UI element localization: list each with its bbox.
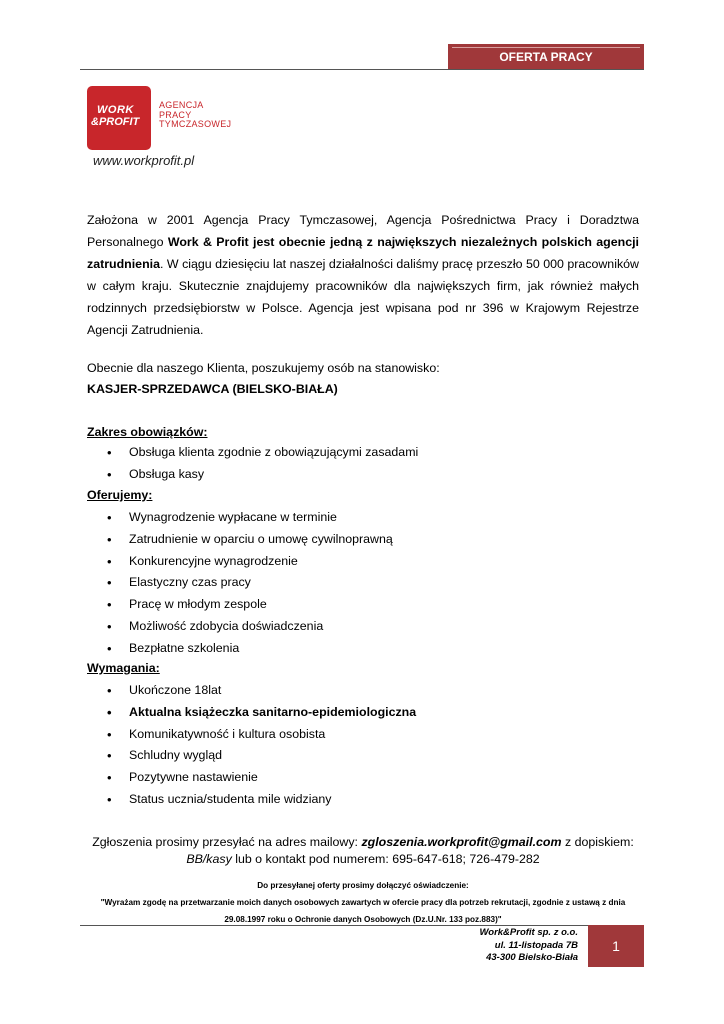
footer-city: 43-300 Bielsko-Biała xyxy=(486,952,578,964)
logo-caption-line: AGENCJA xyxy=(159,100,204,110)
list-item: • Elastyczny czas pracy xyxy=(87,572,647,594)
list-item: • Wynagrodzenie wypłacane w terminie xyxy=(87,507,647,529)
consent-note xyxy=(87,877,639,928)
contact-info xyxy=(87,834,639,868)
list-item: • Pozytywne nastawienie xyxy=(87,767,647,789)
list-item: • Komunikatywność i kultura osobista xyxy=(87,724,647,746)
footer-street: ul. 11-listopada 7B xyxy=(494,939,578,951)
logo-caption-line: PRACY xyxy=(159,109,192,120)
footer-divider xyxy=(80,925,590,926)
consent-line-2: "Wyrażam zgodę na przetwarzanie moich danych osobowych zawartych w ofercie pracy dla potrzeb rekrutacji, zgodnie z ustawą z dnia xyxy=(100,898,626,907)
list-item: • Obsługa klienta zgodnie z obowiązującymi zasadami xyxy=(87,442,647,464)
website-link[interactable]: www.workprofit.pl xyxy=(93,153,195,168)
list-item: • Konkurencyjne wynagrodzenie xyxy=(87,551,647,573)
logo-caption xyxy=(159,101,231,130)
contact-tag: BB/kasy xyxy=(186,852,232,866)
list-item: • Ukończone 18lat xyxy=(87,680,647,702)
contact-email[interactable]: zgloszenia.workprofit@gmail.com xyxy=(361,835,562,849)
page-number: 1 xyxy=(588,925,644,967)
position-intro: Obecnie dla naszego Klienta, poszukujemy osób na stanowisko: xyxy=(87,361,440,375)
logo-line-1: WORK xyxy=(97,104,134,116)
offer-list xyxy=(87,507,647,660)
duties-heading: Zakres obowiązków: xyxy=(87,425,208,439)
contact-prefix: Zgłoszenia prosimy przesyłać na adres mailowy: xyxy=(92,835,362,849)
intro-paragraph xyxy=(87,209,639,341)
intro-text-2: . W ciągu dziesięciu lat naszej działalności daliśmy pracę przeszło 50 000 pracowników w całym kraju. Skutecznie znajdujemy pracowników dla największych firm, jak również małych rodzinnych przedsiębiorstw w Polsce. Agencja jest wpisana pod nr 396 w Krajowym Rejestrze Agencji Zatrudnienia. xyxy=(87,257,639,337)
offer-heading: Oferujemy: xyxy=(87,488,153,502)
contact-phones: lub o kontakt pod numerem: 695-647-618; 726-479-282 xyxy=(231,852,540,866)
duties-list xyxy=(87,442,647,486)
list-item: • Bezpłatne szkolenia xyxy=(87,638,647,660)
list-item: • Status ucznia/studenta mile widziany xyxy=(87,789,647,811)
list-item: • Zatrudnienie w oparciu o umowę cywilnoprawną xyxy=(87,529,647,551)
consent-line-1: Do przesyłanej oferty prosimy dołączyć oświadczenie: xyxy=(257,881,469,890)
footer-company: Work&Profit sp. z o.o. xyxy=(479,927,578,938)
logo-line-2: &PROFIT xyxy=(91,116,140,128)
footer-address xyxy=(400,927,578,965)
logo-caption-line: TYMCZASOWEJ xyxy=(159,119,232,129)
header-divider xyxy=(80,69,644,70)
contact-suffix: z dopiskiem: xyxy=(561,835,634,849)
list-item: • Możliwość zdobycia doświadczenia xyxy=(87,616,647,638)
requirements-list xyxy=(87,680,647,811)
header-tab: OFERTA PRACY xyxy=(448,44,644,70)
list-item: • Pracę w młodym zespole xyxy=(87,594,647,616)
intro-bold: Work & Profit jest obecnie jedną z największych niezależnych polskich agencji zatrudnienia xyxy=(87,235,639,271)
list-item: • Obsługa kasy xyxy=(87,464,647,486)
requirements-heading: Wymagania: xyxy=(87,661,160,675)
intro-text-1: Założona w 2001 Agencja Pracy Tymczasowej, Agencja Pośrednictwa Pracy i Doradztwa Personalnego xyxy=(87,213,639,249)
position-title: KASJER-SPRZEDAWCA (BIELSKO-BIAŁA) xyxy=(87,382,338,396)
list-item: • Schludny wygląd xyxy=(87,745,647,767)
company-logo xyxy=(87,86,151,150)
consent-line-3: 29.08.1997 roku o Ochronie danych Osobowych (Dz.U.Nr. 133 poz.883)" xyxy=(224,915,502,924)
list-item: • Aktualna książeczka sanitarno-epidemiologiczna xyxy=(87,702,647,724)
